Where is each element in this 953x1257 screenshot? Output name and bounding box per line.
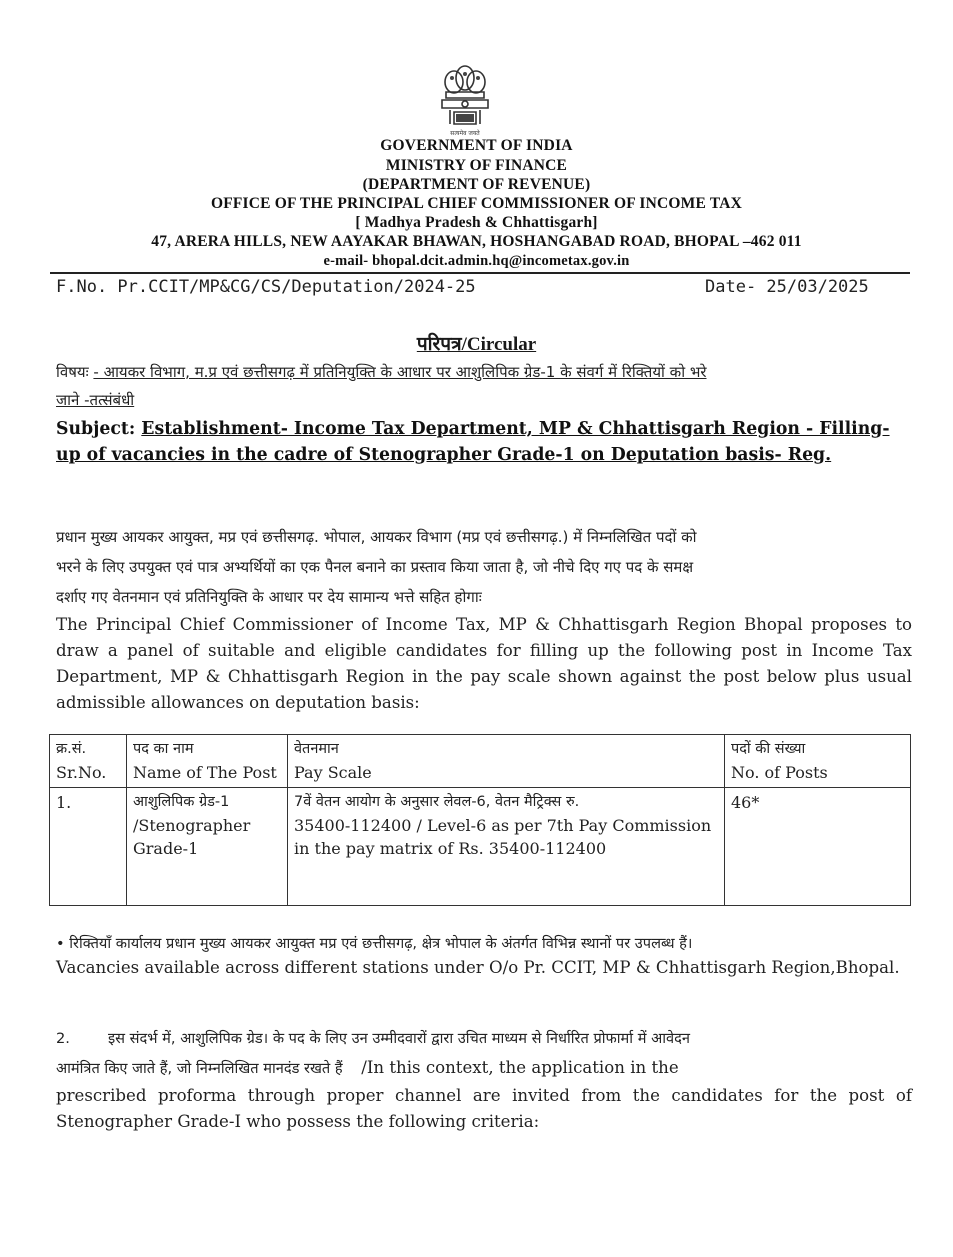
row-post-name (127, 788, 288, 906)
header-sr-no-hindi: क्र.सं. (56, 741, 87, 757)
file-number: F.No. Pr.CCIT/MP&CG/CS/Deputation/2024-25 (56, 277, 476, 297)
subject-english (56, 416, 912, 468)
intro-hindi-line2: भरने के लिए उपयुक्त एवं पात्र अभ्यर्थियों का एक पैनल बनाने का प्रस्ताव किया जाता है, जो नीचे दिए गए पद के समक्ष (56, 558, 694, 576)
subject-hindi-text: - आयकर विभाग, म.प्र एवं छत्तीसगढ़ में प्रतिनियुक्ति के आधार पर आशुलिपिक ग्रेड-1 के संवर्ग में रिक्तियों को भरे (93, 363, 707, 381)
row-sr-no: 1. (50, 788, 127, 906)
para2-line1 (56, 1028, 690, 1048)
para2-number: 2. (56, 1030, 70, 1047)
subject-text: Establishment- Income Tax Department, MP & Chhattisgarh Region - Filling-up of vacancies in the cadre of Stenographer Grade-1 on Deputation basis- Reg. (56, 419, 890, 465)
header-sr-no (50, 735, 127, 788)
header-post-name (127, 735, 288, 788)
note-hindi: • रिक्तियाँ कार्यालय प्रधान मुख्य आयकर आयुक्त मप्र एवं छत्तीसगढ़, क्षेत्र भोपाल के अंतर्गत विभिन्न स्थानों पर उपलब्ध हैं। (56, 935, 693, 952)
posts-table (49, 734, 911, 906)
subject-hindi-label: विषयः (56, 363, 89, 381)
header-no-of-posts (725, 735, 911, 788)
intro-hindi-line3: दर्शाए गए वेतनमान एवं प्रतिनियुक्ति के आधार पर देय सामान्य भत्ते सहित होगाः (56, 588, 482, 606)
header-email: e-mail- bhopal.dcit.admin.hq@incometax.gov.in (323, 253, 630, 269)
row-post-english: /Stenographer Grade-1 (133, 816, 251, 858)
header-pay-scale (288, 735, 725, 788)
subject-label: Subject: (56, 419, 136, 439)
header-no-of-posts-hindi: पदों की संख्या (731, 741, 806, 757)
header-government: GOVERNMENT OF INDIA (380, 137, 573, 154)
header-address: 47, ARERA HILLS, NEW AAYAKAR BHAWAN, HOSHANGABAD ROAD, BHOPAL –462 011 (151, 233, 802, 250)
header-office: OFFICE OF THE PRINCIPAL CHIEF COMMISSIONER OF INCOME TAX (210, 195, 743, 212)
header-post-name-english: Name of The Post (133, 763, 277, 782)
row-post-hindi: आशुलिपिक ग्रेड-1 (133, 794, 230, 810)
para2-line2 (56, 1058, 912, 1078)
header-department: (DEPARTMENT OF REVENUE) (362, 176, 591, 193)
state-emblem-icon (432, 62, 498, 140)
row-pay-scale (288, 788, 725, 906)
para2-hindi-line1: इस संदर्भ में, आशुलिपिक ग्रेड। के पद के लिए उन उम्मीदवारों द्वारा उचित माध्यम से निर्धारित प्रोफार्मा में आवेदन (108, 1030, 690, 1047)
emblem-caption: सत्यमेव जयते (450, 130, 480, 137)
header-no-of-posts-english: No. of Posts (731, 763, 828, 782)
intro-english: The Principal Chief Commissioner of Income Tax, MP & Chhattisgarh Region Bhopal proposes to draw a panel of suitable and eligible candidates for filling up the following post in Income Tax Department, MP & Chhattisgarh Region in the pay scale shown against the post below plus usual admissible allowances on deputation basis: (56, 615, 912, 712)
header-pay-scale-hindi: वेतनमान (294, 741, 339, 757)
table-row (50, 788, 911, 906)
para2-hindi-line2: आमंत्रित किए जाते हैं, जो निम्नलिखित मानदंड रखते हैं (56, 1060, 343, 1077)
row-pay-english: 35400-112400 / Level-6 as per 7th Pay Commission in the pay matrix of Rs. 35400-112400 (294, 816, 712, 858)
para2-english-inline: /In this context, the application in the (361, 1058, 679, 1077)
header-post-name-hindi: पद का नाम (133, 741, 194, 757)
para2-english-rest: prescribed proforma through proper channel are invited from the candidates for the post of Stenographer Grade-I who possess the following criteria: (56, 1086, 912, 1131)
header-divider (50, 272, 910, 274)
subject-hindi-line1 (56, 362, 707, 382)
header-pay-scale-english: Pay Scale (294, 763, 372, 782)
table-header-row (50, 735, 911, 788)
circular-date: Date- 25/03/2025 (705, 277, 869, 297)
header-sr-no-english: Sr.No. (56, 763, 107, 782)
intro-hindi-line1: प्रधान मुख्य आयकर आयुक्त, मप्र एवं छत्तीसगढ़. भोपाल, आयकर विभाग (मप्र एवं छत्तीसगढ़.) में निम्नलिखित पदों को (56, 528, 697, 546)
header-ministry: MINISTRY OF FINANCE (385, 157, 568, 174)
note-english: Vacancies available across different stations under O/o Pr. CCIT, MP & Chhattisgarh Region,Bhopal. (56, 958, 900, 977)
subject-hindi-line2: जाने -तत्संबंधी (56, 391, 135, 409)
circular-title: परिपत्र/Circular (416, 334, 537, 355)
row-no-of-posts: 46* (725, 788, 911, 906)
row-pay-hindi: 7वें वेतन आयोग के अनुसार लेवल-6, वेतन मैट्रिक्स रु. (294, 794, 580, 810)
header-region: [ Madhya Pradesh & Chhattisgarh] (355, 214, 598, 231)
